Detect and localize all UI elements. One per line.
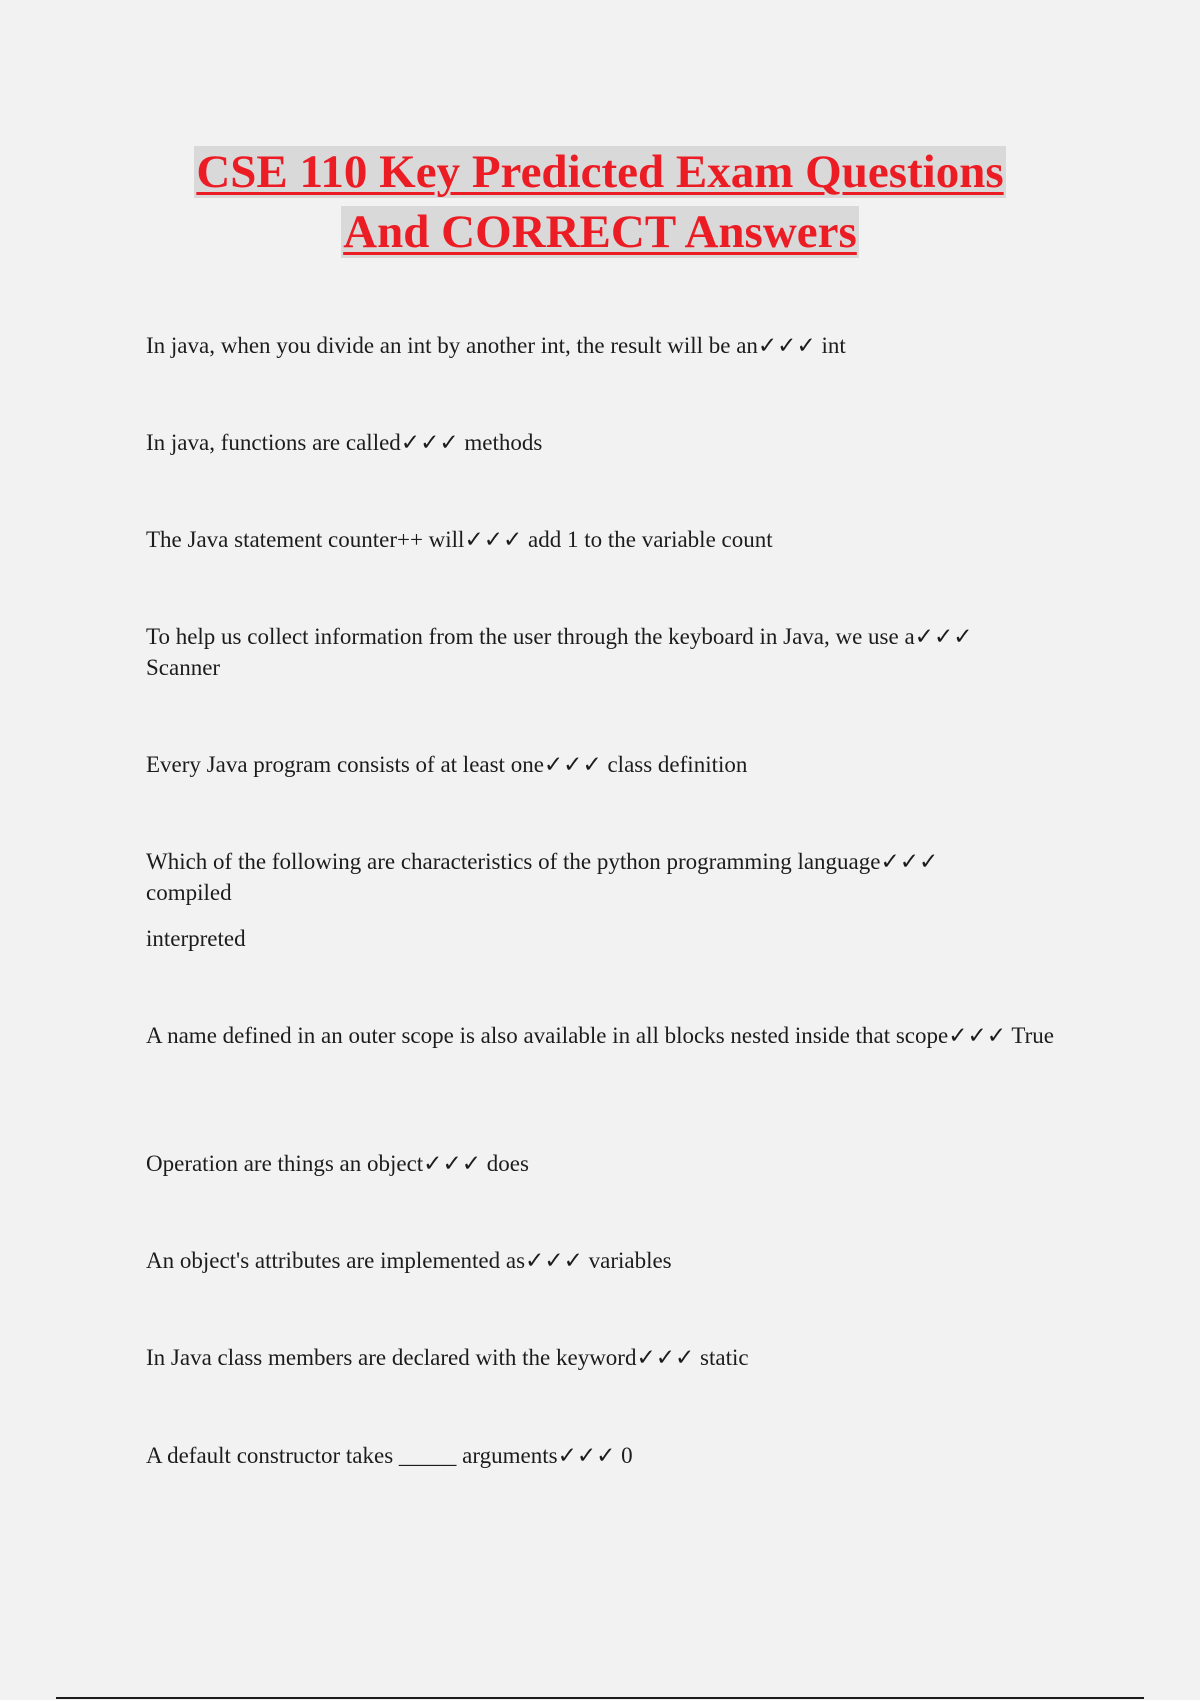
question-answer-text: Which of the following are characteristics of the python programming language✓✓✓ compiled (146, 849, 939, 905)
question-answer-text: To help us collect information from the user through the keyboard in Java, we use a✓✓✓ Scanner (146, 624, 973, 680)
question-answer-item (146, 427, 1066, 458)
question-answer-text: An object's attributes are implemented as✓✓✓ variables (146, 1248, 672, 1273)
page-title (0, 142, 1200, 262)
question-answer-item (146, 1342, 1066, 1373)
question-answer-text: A name defined in an outer scope is also available in all blocks nested inside that scope✓✓✓ True (146, 1023, 1054, 1048)
question-answer-item (146, 330, 1066, 361)
question-answer-item (146, 1440, 1066, 1471)
question-answer-text: The Java statement counter++ will✓✓✓ add 1 to the variable count (146, 527, 773, 552)
question-answer-item (146, 1020, 1066, 1051)
question-answer-text: Operation are things an object✓✓✓ does (146, 1151, 529, 1176)
question-answer-text: A default constructor takes _____ arguments✓✓✓ 0 (146, 1443, 633, 1468)
question-answer-item (146, 846, 996, 954)
title-line-1: CSE 110 Key Predicted Exam Questions (196, 146, 1004, 198)
question-answer-text: In Java class members are declared with the keyword✓✓✓ static (146, 1345, 749, 1370)
question-answer-text: In java, when you divide an int by another int, the result will be an✓✓✓ int (146, 333, 846, 358)
question-answer-item (146, 749, 1066, 780)
question-answer-extra-line: interpreted (146, 926, 246, 951)
question-answer-text: Every Java program consists of at least one✓✓✓ class definition (146, 752, 748, 777)
question-answer-item (146, 1148, 1066, 1179)
footer-divider (56, 1697, 1144, 1699)
question-answer-item (146, 524, 1066, 555)
title-line-2: And CORRECT Answers (343, 206, 857, 258)
question-answer-item (146, 1245, 1066, 1276)
question-answer-item (146, 621, 1036, 683)
question-answer-text: In java, functions are called✓✓✓ methods (146, 430, 543, 455)
